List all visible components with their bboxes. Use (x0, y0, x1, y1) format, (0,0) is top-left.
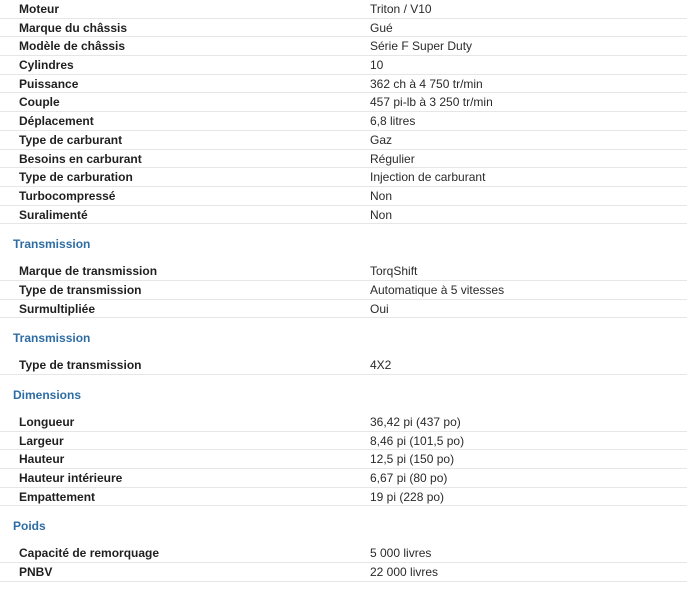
spec-label: Marque du châssis (19, 20, 128, 35)
spec-value: 12,5 pi (150 po) (370, 452, 455, 467)
spec-value: 10 (370, 58, 384, 73)
spec-row (0, 413, 687, 432)
section-title: Dimensions (13, 388, 82, 402)
spec-row (0, 112, 687, 131)
spec-label: Type de transmission (19, 358, 142, 373)
spec-row (0, 262, 687, 281)
spec-value: Régulier (370, 151, 415, 166)
spec-label: Puissance (19, 76, 79, 91)
spec-label: Empattement (19, 489, 96, 504)
spec-row (0, 93, 687, 112)
spec-row (0, 187, 687, 206)
spec-row (0, 356, 687, 375)
section-title: Transmission (13, 237, 91, 252)
spec-value: 6,67 pi (80 po) (370, 471, 448, 486)
spec-value: Injection de carburant (370, 170, 486, 185)
spec-row (0, 56, 687, 75)
spec-value: 5 000 livres (370, 546, 432, 561)
spec-row (0, 450, 687, 469)
spec-row (0, 0, 687, 19)
spec-value: 19 pi (228 po) (370, 489, 445, 504)
section-heading (0, 506, 687, 544)
section-title: Poids (13, 519, 46, 534)
spec-label: Largeur (19, 433, 64, 448)
spec-row (0, 206, 687, 225)
section-heading (0, 224, 687, 262)
spec-row (0, 75, 687, 94)
spec-label: Type de carburation (19, 170, 133, 185)
spec-value: Série F Super Duty (370, 39, 473, 54)
spec-label: Longueur (19, 415, 75, 429)
spec-value: Automatique à 5 vitesses (370, 282, 505, 297)
spec-row (0, 469, 687, 488)
spec-row (0, 37, 687, 56)
section-title: Transmission (13, 331, 91, 346)
spec-row (0, 19, 687, 38)
section-heading (0, 318, 687, 356)
spec-row (0, 563, 687, 582)
spec-value: 36,42 pi (437 po) (370, 415, 461, 429)
spec-value: 6,8 litres (370, 114, 416, 129)
spec-value: Oui (370, 301, 389, 316)
spec-label: Couple (19, 95, 60, 110)
spec-value: TorqShift (370, 264, 418, 279)
spec-row (0, 168, 687, 187)
spec-label: Hauteur intérieure (19, 471, 123, 486)
spec-value: 457 pi-lb à 3 250 tr/min (370, 95, 493, 110)
spec-row (0, 131, 687, 150)
spec-label: Suralimenté (19, 207, 88, 222)
section-heading (0, 375, 687, 413)
spec-label: Déplacement (19, 114, 94, 129)
spec-row (0, 544, 687, 563)
spec-row (0, 432, 687, 451)
spec-value: 8,46 pi (101,5 po) (370, 433, 465, 448)
spec-label: Type de transmission (19, 282, 142, 297)
spec-label: Type de carburant (19, 132, 123, 147)
spec-row (0, 150, 687, 169)
spec-label: Turbocompressé (19, 188, 116, 203)
spec-value: Triton / V10 (370, 2, 432, 16)
spec-value: 362 ch à 4 750 tr/min (370, 76, 483, 91)
spec-value: Non (370, 188, 393, 203)
spec-value: Non (370, 207, 393, 222)
spec-label: Capacité de remorquage (19, 546, 160, 561)
spec-value: Gaz (370, 132, 393, 147)
spec-value: 4X2 (370, 358, 392, 373)
spec-row (0, 488, 687, 507)
spec-label: Moteur (19, 2, 59, 16)
spec-label: Surmultipliée (19, 301, 96, 316)
spec-label: Marque de transmission (19, 264, 158, 279)
spec-row (0, 281, 687, 300)
spec-label: Cylindres (19, 58, 74, 73)
spec-label: Modèle de châssis (19, 39, 126, 54)
spec-label: Hauteur (19, 452, 65, 467)
spec-value: 22 000 livres (370, 565, 439, 580)
spec-row (0, 300, 687, 319)
spec-label: PNBV (19, 565, 53, 580)
spec-label: Besoins en carburant (19, 151, 142, 166)
spec-value: Gué (370, 20, 393, 35)
